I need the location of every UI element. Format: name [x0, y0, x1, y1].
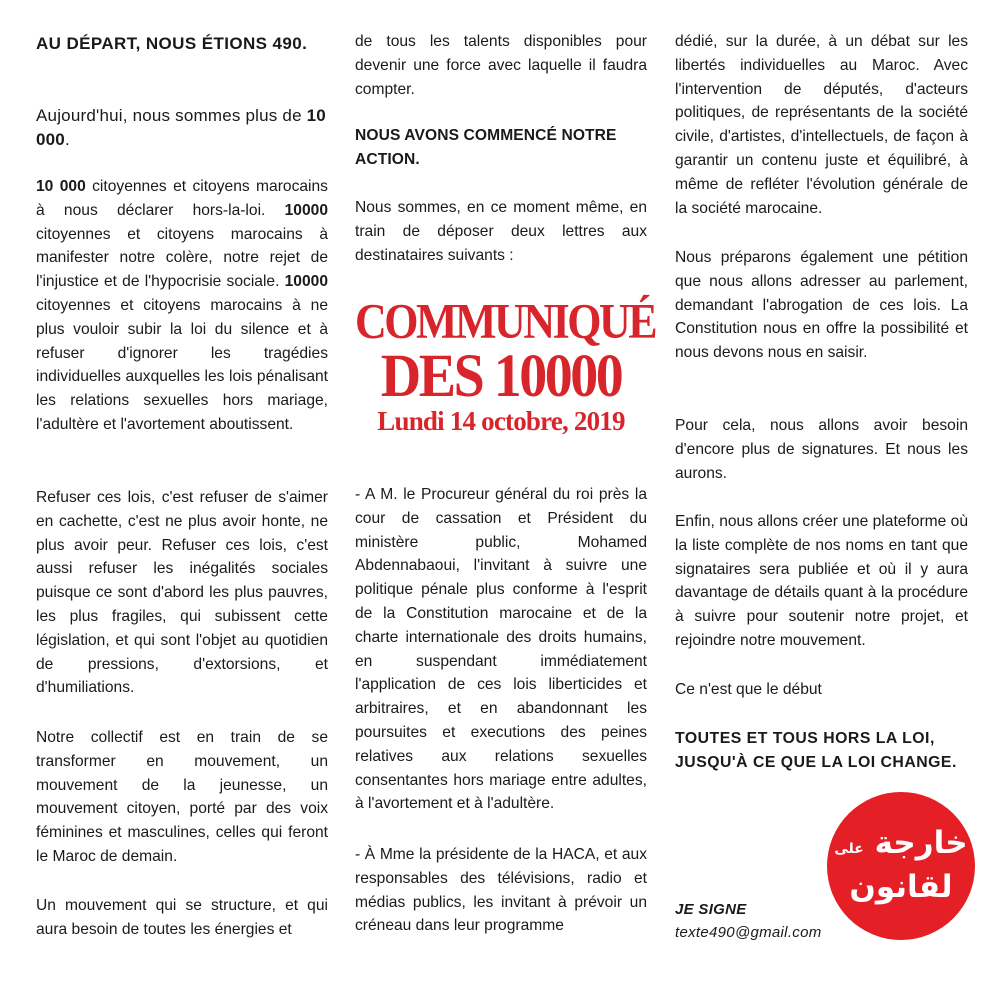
- column-2: [355, 0, 656, 1000]
- badge-line-2: لقانون: [849, 869, 953, 905]
- badge-word-1: خارجة: [874, 825, 968, 861]
- intro-prefix: Aujourd'hui, nous sommes plus de: [36, 106, 307, 125]
- text-1: citoyennes et citoyens marocains à nous déclarer hors-la-loi.: [36, 178, 328, 219]
- title-communique: COMMUNIQUÉ: [355, 294, 656, 349]
- intro-number: 10 000: [36, 106, 326, 149]
- number-3: 10000: [284, 273, 328, 291]
- closing-slogan: TOUTES ET TOUS HORS LA LOI, JUSQU'À CE QUE LA LOI CHANGE.: [675, 730, 957, 771]
- paragraph-mouvement: Un mouvement qui se structure, et qui aura besoin de toutes les énergies et: [36, 897, 328, 938]
- paragraph-haca: - À Mme la présidente de la HACA, et aux responsables des télévisions, radio et médias publics, les invitant à prévoir un créneau dans leur programme: [355, 846, 647, 935]
- column-1: [36, 0, 328, 1000]
- paragraph-10000: [36, 175, 328, 437]
- text-2: citoyennes et citoyens marocains à manifester notre colère, notre rejet de l'injustice et de l'hypocrisie sociale.: [36, 225, 328, 291]
- intro-suffix: .: [64, 130, 70, 149]
- paragraph-refuser: Refuser ces lois, c'est refuser de s'aimer en cachette, c'est ne plus avoir honte, ne plus avoir peur. Refuser ces lois, c'est aussi refuser les inégalités sociales puisque ce sont d'abord les plus pauvres, les plus fragiles, qui subissent cette législation, et qui sont l'objet au quotidien de pressions, d'extorsions, et d'humiliations.: [36, 489, 328, 697]
- badge-text: [827, 824, 975, 906]
- heading-au-depart: AU DÉPART, NOUS ÉTIONS 490.: [36, 34, 308, 53]
- paragraph-procureur: - A M. le Procureur général du roi près la cour de cassation et Président du ministère public, Mohamed Abdennabaoui, l'invitant à suivre une politique pénale plus conforme à l'esprit de la Constitution marocaine et de la charte internationale des droits humains, en suspendant immédiatement l'application de ces lois liberticides et arbitraires, et en abandonnant les poursuites et executions des peines relatives aux relations sexuelles consentantes hors mariage entre adultes, à l'avortement et à l'adultère.: [355, 486, 647, 813]
- paragraph-debut: Ce n'est que le début: [675, 681, 822, 698]
- paragraph-collectif: Notre collectif est en train de se transformer en mouvement, un mouvement de la jeunesse, un mouvement citoyen, porté par des voix féminines et masculines, celles qui feront le Maroc de demain.: [36, 729, 328, 865]
- paragraph-lettres: Nous sommes, en ce moment même, en train de déposer deux lettres aux destinataires suivants :: [355, 199, 647, 264]
- email-contact: texte490@gmail.com: [675, 924, 822, 941]
- title-date: Lundi 14 octobre, 2019: [377, 406, 625, 436]
- kharija-logo-badge: [827, 792, 975, 940]
- paragraph-signatures: Pour cela, nous allons avoir besoin d'encore plus de signatures. Et nous les aurons.: [675, 417, 968, 482]
- paragraph-talents: de tous les talents disponibles pour devenir une force avec laquelle il faudra compter.: [355, 33, 647, 98]
- paragraph-plateforme: Enfin, nous allons créer une plateforme où la liste complète de nos noms en tant que signataires sera publiée et où il y aura davantage de détails quant à la procédure à suivre pour soutenir notre projet, et rejoindre notre mouvement.: [675, 513, 968, 649]
- text-3: citoyennes et citoyens marocains à ne plus vouloir subir la loi du silence et à refuser d'ignorer les tragédies individuelles auxquelles les lois pénalisant les relations sexuelles hors mariage, l'adultère et l'avortement aboutissent.: [36, 296, 328, 433]
- sign-label: JE SIGNE: [675, 901, 747, 918]
- badge-word-small: على: [834, 841, 864, 857]
- title-des-10000: DES 10000: [380, 341, 622, 411]
- paragraph-petition: Nous préparons également une pétition que nous allons adresser au parlement, demandant l'abrogation de ces lois. La Constitution nous en offre la possibilité et nous devons nous en saisir.: [675, 249, 968, 362]
- number-2: 10000: [284, 201, 328, 219]
- paragraph-debat: dédié, sur la durée, à un débat sur les libertés individuelles au Maroc. Avec l'intervention de députés, d'acteurs politiques, de représentants de la société civile, d'artistes, d'intellectuels, de façon à garantir un contenu juste et équilibré, à même de refléter l'évolution générale de la société marocaine.: [675, 33, 968, 217]
- communique-title: [355, 294, 656, 436]
- heading-action: NOUS AVONS COMMENCÉ NOTRE ACTION.: [355, 127, 617, 168]
- intro-paragraph: [36, 104, 328, 152]
- badge-line-1: [827, 824, 975, 868]
- number-1: 10 000: [36, 178, 86, 195]
